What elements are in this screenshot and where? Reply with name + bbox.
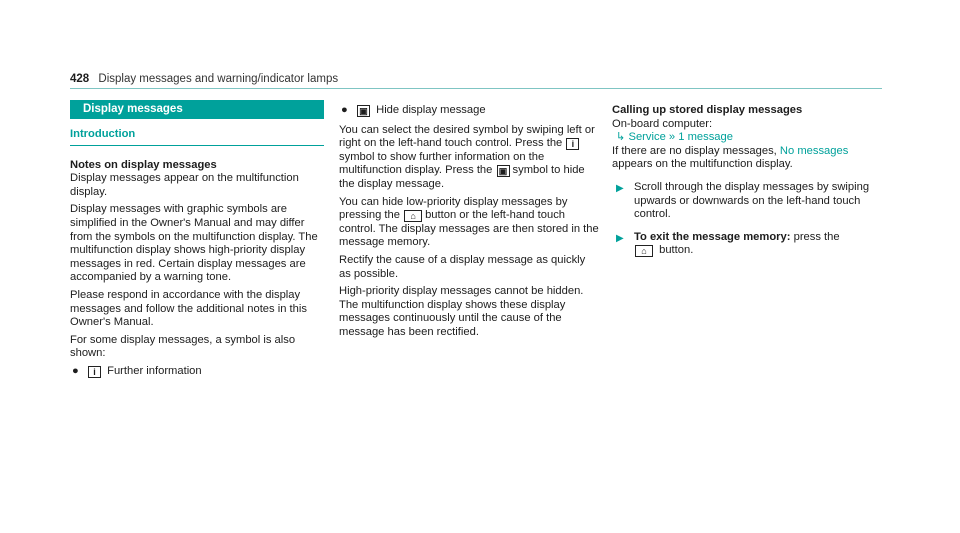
chevron-double-right-icon: »: [668, 131, 676, 144]
bullet-dot: ●: [72, 364, 79, 377]
back-button-icon: ⌂: [635, 245, 653, 257]
hide-message-icon: ▣: [497, 165, 510, 177]
info-icon: i: [88, 366, 101, 378]
hide-message-icon: ▣: [357, 105, 370, 117]
column-1: [70, 100, 324, 385]
page-number: 428: [70, 73, 90, 85]
paragraph: You can hide low-priority display messages by pressing the ⌂ button or the left-hand touch control. The display messages are then stored in the message memory.: [339, 195, 599, 249]
paragraph: If there are no display messages, No messages appears on the multifunction display.: [612, 144, 849, 171]
paragraph: For some display messages, a symbol is also shown:: [70, 333, 296, 360]
step-item: [612, 231, 874, 258]
paragraph: Rectify the cause of a display message as quickly as possible.: [339, 253, 586, 280]
step-text: To exit the message memory: press the ⌂ button.: [634, 230, 840, 257]
notes-heading: Notes on display messages: [70, 158, 217, 171]
paragraph: Display messages with graphic symbols are simplified in the Owner's Manual and may differ from the symbols on the multifunction display. The multifunction display shows high-priority display messages in red. Certain display messages are accompanied by a warning tone.: [70, 203, 318, 284]
list-item: [339, 104, 599, 118]
step-arrow-icon: ▶: [616, 232, 624, 244]
step-text: Scroll through the display messages by swiping upwards or downwards on the left-hand touch control.: [634, 180, 870, 221]
menu-service: Service: [628, 131, 666, 144]
subsection-title: Introduction: [70, 128, 324, 146]
calling-up-heading: Calling up stored display messages: [612, 104, 803, 116]
list-item: [70, 365, 324, 379]
menu-path: [612, 131, 874, 145]
running-title: Display messages and warning/indicator lamps: [98, 73, 339, 85]
menu-message: 1 message: [678, 131, 733, 144]
page-header: [70, 72, 882, 89]
paragraph: Display messages appear on the multifunction display.: [70, 172, 299, 198]
bullet-label: Further information: [107, 364, 202, 377]
no-messages-label: No messages: [779, 144, 849, 157]
step-item: [612, 181, 874, 222]
bullet-label: Hide display message: [376, 104, 486, 116]
column-3: [612, 104, 874, 258]
back-button-icon: ⌂: [404, 210, 422, 222]
column-2: [339, 104, 599, 344]
computer-label: On-board computer:: [612, 117, 713, 130]
section-title: Display messages: [70, 100, 324, 119]
info-icon: i: [566, 138, 579, 150]
paragraph: You can select the desired symbol by swiping left or right on the left-hand touch control. Press the isymbol to show further information on the multifunction display. Press the ▣ symbol to hide the display message.: [339, 123, 595, 190]
bullet-dot: ●: [341, 104, 348, 116]
step-arrow-icon: ▶: [616, 182, 624, 194]
paragraph: High-priority display messages cannot be hidden. The multifunction display shows these display messages continuously until the cause of the message has been rectified.: [339, 285, 584, 338]
paragraph: Please respond in accordance with the display messages and follow the additional notes in this Owner's Manual.: [70, 288, 307, 329]
arrow-return-icon: ↳: [616, 131, 626, 144]
